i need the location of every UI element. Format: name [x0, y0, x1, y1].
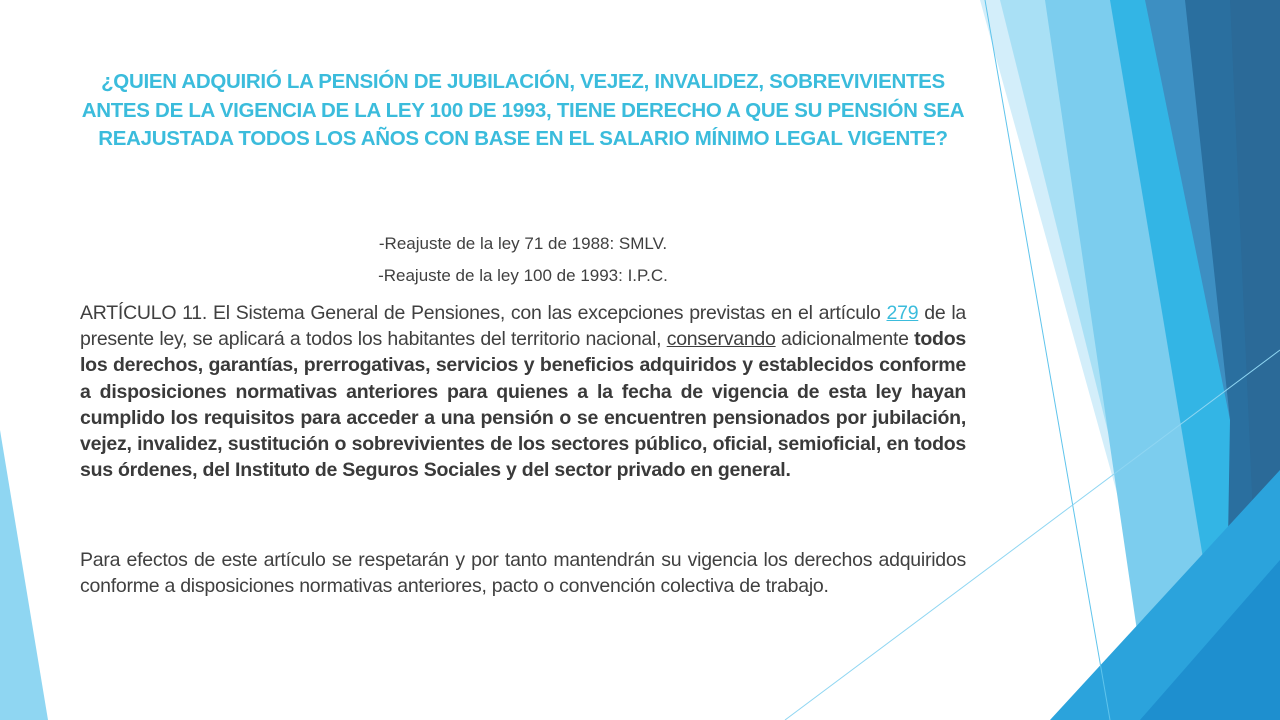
subtitle-ley-100: -Reajuste de la ley 100 de 1993: I.P.C. — [378, 266, 668, 285]
article-after-underlined: adicionalmente — [775, 328, 915, 351]
slide-title: ¿QUIEN ADQUIRIÓ LA PENSIÓN DE JUBILACIÓN, VEJEZ, INVALIDEZ, SOBREVIVIENTES ANTES DE LA VIGENCIA DE LA LEY 100 DE 1993, TIENE DERECHO A QUE SU PENSIÓN SEA REAJUSTADA TODOS LOS AÑOS CON BASE EN EL SALARIO MÍNIMO LEGAL VIGENTE? — [81, 70, 965, 150]
second-paragraph: Para efectos de este artículo se respetarán y por tanto mantendrán su vigencia los derechos adquiridos conforme a disposiciones normativas anteriores, pacto o convención colectiva de trabajo. — [80, 549, 966, 598]
article-intro: ARTÍCULO 11. El Sistema General de Pensiones, con las excepciones previstas en el artículo — [80, 302, 887, 324]
article-bold-text: todos los derechos, garantías, prerrogativas, servicios y beneficios adquiridos y establecidos conforme a disposiciones normativas anteriores para quienes a la fecha de vigencia de esta ley hayan cumplido los requisitos para acceder a una pensión o se encuentren pensionados por jubilación, vejez, invalidez, sustitución o sobrevivientes de los sectores público, oficial, semioficial, en todos sus órdenes, del Instituto de Seguros Sociales y del sector privado en general. — [80, 328, 966, 482]
article-279-link[interactable]: 279 — [886, 302, 919, 324]
subtitle-ley-71: -Reajuste de la ley 71 de 1988: SMLV. — [378, 234, 668, 253]
article-paragraph — [80, 300, 966, 483]
article-middle: de la presente ley, se aplicará a todos los habitantes del territorio nacional, — [80, 302, 967, 351]
conservando-text: conservando — [666, 328, 776, 351]
slide-content — [80, 0, 966, 720]
